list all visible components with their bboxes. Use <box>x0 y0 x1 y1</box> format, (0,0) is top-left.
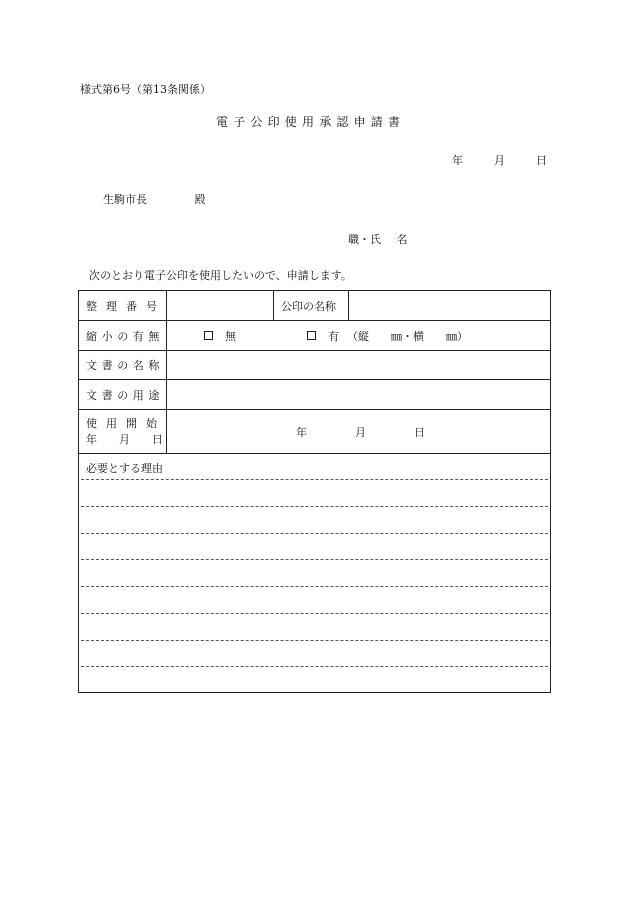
seal-name-field[interactable] <box>350 291 550 320</box>
reason-line <box>81 559 548 560</box>
start-date-day: 日 <box>414 425 425 439</box>
application-date <box>452 152 547 168</box>
start-date-label-line2 <box>86 432 163 448</box>
start-date-month: 月 <box>355 425 366 439</box>
checkbox-yes[interactable] <box>307 331 316 340</box>
reason-line <box>81 666 548 667</box>
checkbox-no[interactable] <box>204 331 213 340</box>
form-number: 様式第6号（第13条関係） <box>80 83 211 96</box>
honorific: 殿 <box>194 193 206 206</box>
date-month-label: 月 <box>494 154 505 167</box>
reason-line <box>81 506 548 507</box>
reason-section[interactable] <box>79 454 550 692</box>
start-date-label <box>79 410 167 453</box>
registration-number-field[interactable] <box>168 291 274 320</box>
reason-label: 必要とする理由 <box>86 462 163 475</box>
start-date-field[interactable] <box>168 410 550 453</box>
reason-line <box>81 640 548 641</box>
position-label: 職・氏 <box>348 233 381 246</box>
name-label: 名 <box>396 233 408 246</box>
table-row-reduction <box>79 321 550 351</box>
reason-line <box>81 613 548 614</box>
table-row-document-purpose <box>79 380 550 410</box>
seal-name-label: 公印の名称 <box>275 291 349 320</box>
document-purpose-field[interactable] <box>168 380 550 409</box>
reason-line <box>81 533 548 534</box>
table-row-document-name <box>79 351 550 380</box>
intro-text: 次のとおり電子公印を使用したいので、申請します。 <box>89 269 352 282</box>
start-date-year: 年 <box>296 425 307 439</box>
start-date-label-day: 日 <box>152 432 163 446</box>
applicant-info <box>348 231 408 247</box>
date-day-label: 日 <box>536 154 547 167</box>
table-row-registration <box>79 291 550 321</box>
addressee <box>103 191 206 207</box>
application-form-table <box>78 290 551 693</box>
document-purpose-label: 文書の用途 <box>79 380 167 409</box>
document-title: 電子公印使用承認申請書 <box>216 115 406 129</box>
document-name-field[interactable] <box>168 351 550 379</box>
reason-line <box>81 479 548 480</box>
recipient-name: 生駒市長 <box>103 193 147 206</box>
reason-line <box>81 586 548 587</box>
reduction-label: 縮小の有無 <box>79 321 167 350</box>
start-date-label-year: 年 <box>86 432 97 446</box>
reduction-dimensions: （縦 ㎜・横 ㎜） <box>347 329 468 343</box>
start-date-label-month: 月 <box>119 432 130 446</box>
date-year-label: 年 <box>452 154 463 167</box>
start-date-label-line1: 使用開始 <box>86 416 166 430</box>
table-row-start-date <box>79 410 550 454</box>
option-yes-label: 有 <box>328 329 339 343</box>
option-no-label: 無 <box>225 329 236 343</box>
registration-number-label: 整理番号 <box>79 291 167 320</box>
reduction-options <box>168 321 550 350</box>
document-name-label: 文書の名称 <box>79 351 167 379</box>
